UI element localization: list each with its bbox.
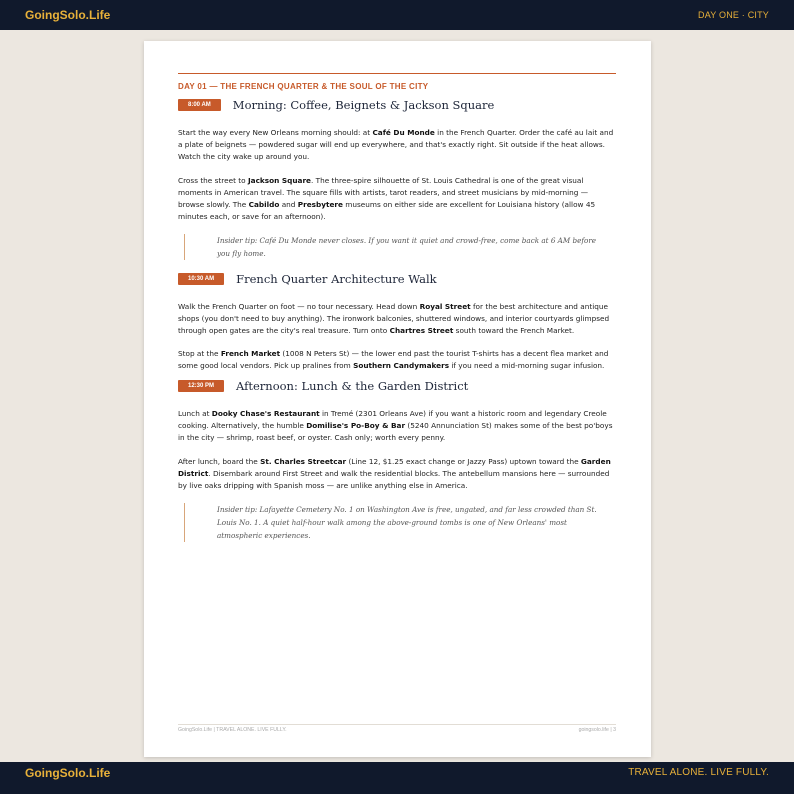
place-name: Dooky Chase's Restaurant bbox=[211, 409, 320, 418]
insider-tip: Insider tip: Café Du Monde never closes. If you want it quiet and crowd-free, come back at 6 AM before you fly home. bbox=[184, 234, 604, 260]
place-name: Garden District bbox=[178, 457, 611, 478]
place-name: Jackson Square bbox=[247, 176, 311, 185]
footer-left: GoingSolo.Life | TRAVEL ALONE. LIVE FULLY. bbox=[178, 727, 287, 733]
day-heading: DAY 01 — THE FRENCH QUARTER & THE SOUL OF THE CITY bbox=[178, 82, 429, 91]
text-run: in the French Quarter. Order the café au lait and a plate of beignets — powdered sugar will end up everywhere, and that's exactly right. Sit outside if the heat allows. Watch the city wake up around you. bbox=[178, 128, 614, 161]
section-header-2 bbox=[178, 272, 437, 286]
text-run: for the best architecture and antique shops (you don't need to buy anything). The ironwork balconies, shuttered windows, and interior courtyards glimpsed through open gates are the city's real treasure. Turn onto bbox=[178, 302, 610, 335]
place-name: Café Du Monde bbox=[372, 128, 435, 137]
place-name: Presbytere bbox=[297, 200, 343, 209]
bottom-bar bbox=[0, 762, 794, 794]
text-run: in Tremé (2301 Orleans Ave) if you want a historic room and legendary Creole cooking. Alternatively, the humble bbox=[178, 409, 607, 430]
text-run: Start the way every New Orleans morning should: at bbox=[178, 128, 373, 137]
text-run: Cross the street to bbox=[178, 176, 248, 185]
text-run: Lunch at bbox=[178, 409, 212, 418]
time-badge: 10:30 AM bbox=[178, 273, 224, 285]
text-run: south toward the French Market. bbox=[453, 326, 575, 335]
text-run: . Disembark around First Street and walk the residential blocks. The antebellum mansions here — surrounded by live oaks dripping with Spanish moss — are unlike anything else in America. bbox=[178, 469, 610, 490]
text-run: (5240 Annunciation St) makes some of the best po'boys in the city — shrimp, roast beef, or oyster. Cash only; worth every penny. bbox=[178, 421, 613, 442]
text-run: (Line 12, $1.25 exact change or Jazzy Pass) uptown toward the bbox=[346, 457, 581, 466]
document-page bbox=[144, 41, 651, 757]
section-title: Afternoon: Lunch & the Garden District bbox=[236, 379, 469, 393]
brand-logo[interactable]: GoingSolo.Life bbox=[25, 766, 111, 780]
text-run: (1008 N Peters St) — the lower end past the tourist T-shirts has a decent flea market and some good local vendors. Pick up pralines from bbox=[178, 349, 609, 370]
insider-tip: Insider tip: Lafayette Cemetery No. 1 on Washington Ave is free, ungated, and far less crowded than St. Louis No. 1. A quiet half-hour walk among the above-ground tombs is one of New Orleans' most atmospheric experiences. bbox=[184, 503, 604, 542]
place-name: French Market bbox=[220, 349, 281, 358]
section-header-1 bbox=[178, 98, 494, 112]
brand-logo[interactable]: GoingSolo.Life bbox=[25, 8, 111, 22]
text-run: and bbox=[279, 200, 298, 209]
top-bar-label: DAY ONE · CITY bbox=[698, 10, 769, 20]
time-badge: 8:00 AM bbox=[178, 99, 221, 111]
place-name: Southern Candymakers bbox=[353, 361, 450, 370]
section-title: Morning: Coffee, Beignets & Jackson Square bbox=[232, 98, 495, 112]
paragraph bbox=[178, 127, 616, 163]
footer-rule bbox=[178, 724, 616, 725]
top-bar bbox=[0, 0, 794, 30]
paragraph bbox=[178, 408, 616, 444]
paragraph bbox=[178, 456, 616, 492]
place-name: Chartres Street bbox=[389, 326, 454, 335]
text-run: museums on either side are excellent for Louisiana history (allow 45 minutes each, or save for an afternoon). bbox=[178, 200, 596, 221]
section-header-3 bbox=[178, 379, 468, 393]
place-name: St. Charles Streetcar bbox=[260, 457, 347, 466]
text-run: if you need a mid-morning sugar infusion. bbox=[449, 361, 605, 370]
place-name: Cabildo bbox=[248, 200, 280, 209]
paragraph bbox=[178, 301, 616, 337]
text-run: After lunch, board the bbox=[178, 457, 261, 466]
section-title: French Quarter Architecture Walk bbox=[236, 272, 437, 286]
place-name: Royal Street bbox=[419, 302, 471, 311]
tagline: TRAVEL ALONE. LIVE FULLY. bbox=[628, 767, 769, 778]
text-run: Stop at the bbox=[178, 349, 221, 358]
paragraph bbox=[178, 175, 616, 223]
paragraph bbox=[178, 348, 616, 372]
footer-right: goingsolo.life | 3 bbox=[578, 727, 616, 733]
place-name: Domilise's Po-Boy & Bar bbox=[306, 421, 406, 430]
time-badge: 12:30 PM bbox=[178, 380, 224, 392]
text-run: . The three-spire silhouette of St. Louis Cathedral is one of the great visual moments in American travel. The square fills with artists, tarot readers, and street musicians by mid-morning — browse slowly. The bbox=[178, 176, 589, 209]
text-run: Walk the French Quarter on foot — no tour necessary. Head down bbox=[178, 302, 420, 311]
day-rule bbox=[178, 73, 616, 74]
